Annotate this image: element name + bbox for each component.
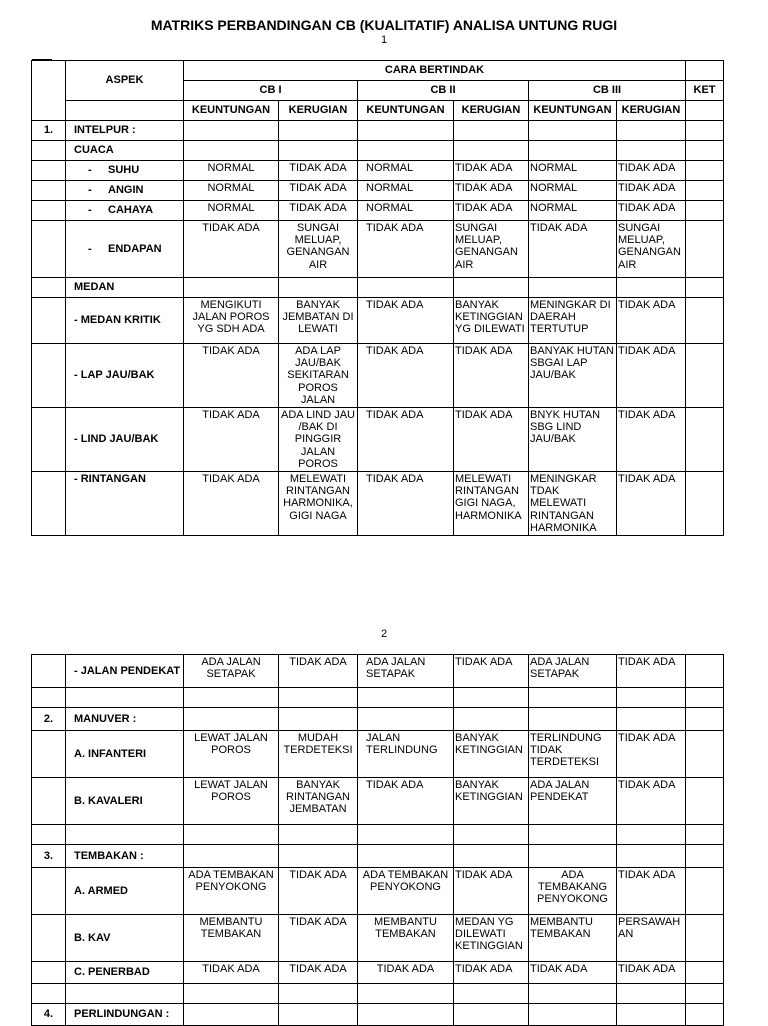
table-row (32, 915, 724, 962)
table-row (32, 201, 724, 221)
cb1-kerugian-cell (279, 984, 358, 1004)
row-number (32, 688, 66, 708)
aspek-cell: - LAP JAU/BAK (66, 344, 184, 408)
header-cb2: CB II (358, 81, 529, 101)
aspek-cell: - MEDAN KRITIK (66, 298, 184, 344)
cb3-keuntungan-cell: ADA TEMBAKANG PENYOKONG (529, 868, 617, 915)
cb3-kerugian-cell: TIDAK ADA (617, 778, 686, 825)
comparison-table-page-1 (31, 60, 724, 536)
cb3-kerugian-cell: TIDAK ADA (617, 868, 686, 915)
cb3-kerugian-cell: TIDAK ADA (617, 472, 686, 536)
row-number (32, 778, 66, 825)
cb3-kerugian-cell (617, 121, 686, 141)
cb3-kerugian-cell (617, 688, 686, 708)
row-number: 1. (32, 121, 66, 141)
cb1-keuntungan-cell (184, 1004, 279, 1026)
table-row (32, 344, 724, 408)
cb1-kerugian-cell: TIDAK ADA (279, 868, 358, 915)
cb3-kerugian-cell (617, 1004, 686, 1026)
row-number (32, 298, 66, 344)
cb3-kerugian-cell: TIDAK ADA (617, 161, 686, 181)
cb1-kerugian-cell: MUDAH TERDETEKSI (279, 731, 358, 778)
ket-cell (686, 688, 724, 708)
cb2-kerugian-cell (454, 121, 529, 141)
cb2-kerugian-cell: MEDAN YG DILEWATI KETINGGIAN (454, 915, 529, 962)
aspek-cell: A. INFANTERI (66, 731, 184, 778)
header-cb1: CB I (184, 81, 358, 101)
cb1-kerugian-cell: TIDAK ADA (279, 915, 358, 962)
table-row (32, 472, 724, 536)
cb3-keuntungan-cell (529, 845, 617, 868)
table-row (32, 708, 724, 731)
cb3-kerugian-cell (617, 845, 686, 868)
row-number (32, 984, 66, 1004)
cb2-keuntungan-cell: NORMAL (358, 201, 454, 221)
cb1-kerugian-cell (279, 825, 358, 845)
cb2-kerugian-cell (454, 984, 529, 1004)
cb3-kerugian-cell: TIDAK ADA (617, 298, 686, 344)
aspek-cell: C. PENERBAD (66, 962, 184, 984)
aspek-cell (66, 161, 184, 181)
ket-cell (686, 278, 724, 298)
table-row (32, 688, 724, 708)
row-number: 4. (32, 1004, 66, 1026)
bullet-dash: - (88, 204, 92, 217)
table-row (32, 845, 724, 868)
table-row (32, 655, 724, 688)
table-row (32, 731, 724, 778)
cb2-kerugian-cell: TIDAK ADA (454, 868, 529, 915)
cb1-keuntungan-cell: NORMAL (184, 161, 279, 181)
cb2-keuntungan-cell (358, 984, 454, 1004)
cb3-keuntungan-cell: BANYAK HUTAN SBGAI LAP JAU/BAK (529, 344, 617, 408)
aspek-cell (66, 825, 184, 845)
aspek-cell: MANUVER : (66, 708, 184, 731)
cb3-keuntungan-cell: NORMAL (529, 161, 617, 181)
cb2-kerugian-cell (454, 825, 529, 845)
cb2-kerugian-cell (454, 688, 529, 708)
cb2-kerugian-cell (454, 708, 529, 731)
ket-cell (686, 731, 724, 778)
cb2-keuntungan-cell: TIDAK ADA (358, 778, 454, 825)
cb2-keuntungan-cell (358, 141, 454, 161)
cb3-kerugian-cell: PERSAWAH AN (617, 915, 686, 962)
ket-cell (686, 408, 724, 472)
table-row (32, 298, 724, 344)
cb1-kerugian-cell: TIDAK ADA (279, 655, 358, 688)
cb3-keuntungan-cell: NORMAL (529, 181, 617, 201)
cb2-keuntungan-cell (358, 708, 454, 731)
ket-cell (686, 915, 724, 962)
row-number: 2. (32, 708, 66, 731)
aspek-label: SUHU (108, 164, 140, 177)
cb3-keuntungan-cell: ADA JALAN PENDEKAT (529, 778, 617, 825)
aspek-cell (66, 688, 184, 708)
header-keuntungan: KEUNTUNGAN (358, 101, 454, 121)
header-kerugian: KERUGIAN (279, 101, 358, 121)
cb2-keuntungan-cell (358, 845, 454, 868)
cb3-keuntungan-cell (529, 278, 617, 298)
cb3-kerugian-cell: SUNGAI MELUAP, GENANGAN AIR (617, 221, 686, 278)
document-title: MATRIKS PERBANDINGAN CB (KUALITATIF) ANALISA UNTUNG RUGI (150, 17, 618, 33)
aspek-label: ENDAPAN (108, 242, 162, 255)
cb3-keuntungan-cell: TIDAK ADA (529, 221, 617, 278)
cb3-keuntungan-cell (529, 141, 617, 161)
cb1-kerugian-cell: BANYAK RINTANGAN JEMBATAN (279, 778, 358, 825)
cb2-keuntungan-cell: TIDAK ADA (358, 408, 454, 472)
cb3-kerugian-cell (617, 278, 686, 298)
aspek-label: CAHAYA (108, 204, 154, 217)
row-number (32, 915, 66, 962)
header-cara-bertindak: CARA BERTINDAK (184, 61, 686, 81)
aspek-cell: B. KAVALERI (66, 778, 184, 825)
aspek-cell (66, 221, 184, 278)
cb2-kerugian-cell: BANYAK KETINGGIAN (454, 778, 529, 825)
cb2-keuntungan-cell: NORMAL (358, 181, 454, 201)
table-row (32, 778, 724, 825)
aspek-cell: CUACA (66, 141, 184, 161)
ket-cell (686, 344, 724, 408)
cb3-kerugian-cell (617, 708, 686, 731)
cb2-keuntungan-cell: TIDAK ADA (358, 298, 454, 344)
cb1-keuntungan-cell: LEWAT JALAN POROS (184, 731, 279, 778)
cb1-keuntungan-cell: MEMBANTU TEMBAKAN (184, 915, 279, 962)
cb3-kerugian-cell: TIDAK ADA (617, 731, 686, 778)
cb2-keuntungan-cell: TIDAK ADA (358, 962, 454, 984)
cb3-kerugian-cell (617, 825, 686, 845)
cb2-kerugian-cell (454, 278, 529, 298)
cb1-keuntungan-cell (184, 984, 279, 1004)
ket-cell (686, 121, 724, 141)
cb1-kerugian-cell: SUNGAI MELUAP, GENANGAN AIR (279, 221, 358, 278)
table-row (32, 825, 724, 845)
header-keuntungan: KEUNTUNGAN (529, 101, 617, 121)
ket-cell (686, 845, 724, 868)
cb2-keuntungan-cell: JALAN TERLINDUNG (358, 731, 454, 778)
cb1-kerugian-cell: ADA LAP JAU/BAK SEKITARAN POROS JALAN (279, 344, 358, 408)
header-aspek: ASPEK (66, 61, 184, 101)
cb2-keuntungan-cell: TIDAK ADA (358, 472, 454, 536)
aspek-cell (66, 201, 184, 221)
cb1-kerugian-cell (279, 688, 358, 708)
cb3-kerugian-cell: TIDAK ADA (617, 344, 686, 408)
aspek-cell: - RINTANGAN (66, 472, 184, 536)
row-number (32, 962, 66, 984)
cb1-keuntungan-cell (184, 121, 279, 141)
aspek-cell: B. KAV (66, 915, 184, 962)
cb1-keuntungan-cell (184, 825, 279, 845)
header-blank (686, 61, 724, 81)
ket-cell (686, 161, 724, 181)
cb3-kerugian-cell: TIDAK ADA (617, 181, 686, 201)
cb3-keuntungan-cell (529, 688, 617, 708)
header-kerugian: KERUGIAN (454, 101, 529, 121)
cb1-keuntungan-cell: ADA JALAN SETAPAK (184, 655, 279, 688)
ket-cell (686, 825, 724, 845)
row-number (32, 731, 66, 778)
aspek-label: ANGIN (108, 184, 144, 197)
cb1-kerugian-cell: TIDAK ADA (279, 201, 358, 221)
cb1-kerugian-cell (279, 1004, 358, 1026)
cb1-keuntungan-cell (184, 688, 279, 708)
cb1-keuntungan-cell: TIDAK ADA (184, 472, 279, 536)
ket-cell (686, 778, 724, 825)
cb3-keuntungan-cell: MEMBANTU TEMBAKAN (529, 915, 617, 962)
cb3-keuntungan-cell: NORMAL (529, 201, 617, 221)
aspek-cell: TEMBAKAN : (66, 845, 184, 868)
cb1-keuntungan-cell: NORMAL (184, 201, 279, 221)
cb3-kerugian-cell: TIDAK ADA (617, 201, 686, 221)
aspek-cell: PERLINDUNGAN : (66, 1004, 184, 1026)
cb1-kerugian-cell (279, 278, 358, 298)
ket-cell (686, 141, 724, 161)
row-number (32, 141, 66, 161)
table-row (32, 868, 724, 915)
cb1-keuntungan-cell (184, 141, 279, 161)
cb2-keuntungan-cell: ADA JALAN SETAPAK (358, 655, 454, 688)
cb1-kerugian-cell: TIDAK ADA (279, 161, 358, 181)
bullet-dash: - (88, 242, 92, 255)
ket-cell (686, 221, 724, 278)
header-aspek-blank (66, 101, 184, 121)
cb2-keuntungan-cell (358, 121, 454, 141)
cb2-kerugian-cell: TIDAK ADA (454, 408, 529, 472)
ket-cell (686, 201, 724, 221)
cb3-keuntungan-cell: BNYK HUTAN SBG LIND JAU/BAK (529, 408, 617, 472)
table-row (32, 1004, 724, 1026)
aspek-cell (66, 984, 184, 1004)
cb2-kerugian-cell: TIDAK ADA (454, 655, 529, 688)
cb2-kerugian-cell: SUNGAI MELUAP, GENANGAN AIR (454, 221, 529, 278)
cb1-keuntungan-cell: NORMAL (184, 181, 279, 201)
ket-cell (686, 708, 724, 731)
row-number (32, 201, 66, 221)
cb1-kerugian-cell: TIDAK ADA (279, 181, 358, 201)
cb1-keuntungan-cell: TIDAK ADA (184, 221, 279, 278)
table-row (32, 121, 724, 141)
cb3-kerugian-cell: TIDAK ADA (617, 655, 686, 688)
cb2-keuntungan-cell: NORMAL (358, 161, 454, 181)
row-number (32, 181, 66, 201)
row-number (32, 278, 66, 298)
cb2-kerugian-cell (454, 141, 529, 161)
cb3-keuntungan-cell (529, 1004, 617, 1026)
comparison-table-page-2 (31, 654, 724, 1026)
aspek-cell: INTELPUR : (66, 121, 184, 141)
row-number (32, 868, 66, 915)
cb3-keuntungan-cell: TIDAK ADA (529, 962, 617, 984)
cb1-keuntungan-cell: MENGIKUTI JALAN POROS YG SDH ADA (184, 298, 279, 344)
cb2-kerugian-cell: BANYAK KETINGGIAN (454, 731, 529, 778)
table-row (32, 962, 724, 984)
header-cb3: CB III (529, 81, 686, 101)
header-ket-blank (686, 101, 724, 121)
cb1-kerugian-cell: ADA LIND JAU /BAK DI PINGGIR JALAN POROS (279, 408, 358, 472)
cb2-keuntungan-cell (358, 278, 454, 298)
cb2-keuntungan-cell: TIDAK ADA (358, 221, 454, 278)
table-row (32, 221, 724, 278)
header-ket: KET (686, 81, 724, 101)
ket-cell (686, 298, 724, 344)
row-number (32, 408, 66, 472)
cb3-kerugian-cell: TIDAK ADA (617, 962, 686, 984)
bullet-dash: - (88, 184, 92, 197)
table-row (32, 141, 724, 161)
cb1-kerugian-cell (279, 708, 358, 731)
aspek-cell (66, 181, 184, 201)
cb2-kerugian-cell: TIDAK ADA (454, 201, 529, 221)
ket-cell (686, 984, 724, 1004)
cb2-kerugian-cell (454, 1004, 529, 1026)
cb3-kerugian-cell: TIDAK ADA (617, 408, 686, 472)
cb1-keuntungan-cell: TIDAK ADA (184, 344, 279, 408)
ket-cell (686, 962, 724, 984)
cb2-kerugian-cell: TIDAK ADA (454, 181, 529, 201)
row-number (32, 472, 66, 536)
header-num-cell (32, 61, 66, 121)
ket-cell (686, 472, 724, 536)
cb1-kerugian-cell: BANYAK JEMBATAN DI LEWATI (279, 298, 358, 344)
cb3-kerugian-cell (617, 984, 686, 1004)
cb3-keuntungan-cell (529, 121, 617, 141)
ket-cell (686, 1004, 724, 1026)
cb3-keuntungan-cell (529, 825, 617, 845)
table-row (32, 181, 724, 201)
cb1-kerugian-cell (279, 141, 358, 161)
cb2-keuntungan-cell: ADA TEMBAKAN PENYOKONG (358, 868, 454, 915)
cb2-keuntungan-cell: MEMBANTU TEMBAKAN (358, 915, 454, 962)
cb2-kerugian-cell: MELEWATI RINTANGAN GIGI NAGA, HARMONIKA (454, 472, 529, 536)
ket-cell (686, 181, 724, 201)
table-row (32, 408, 724, 472)
row-number (32, 655, 66, 688)
header-kerugian: KERUGIAN (617, 101, 686, 121)
cb1-keuntungan-cell: LEWAT JALAN POROS (184, 778, 279, 825)
row-number (32, 221, 66, 278)
cb1-keuntungan-cell (184, 278, 279, 298)
cb1-kerugian-cell: TIDAK ADA (279, 962, 358, 984)
row-number (32, 161, 66, 181)
aspek-cell: - LIND JAU/BAK (66, 408, 184, 472)
cb1-keuntungan-cell: ADA TEMBAKAN PENYOKONG (184, 868, 279, 915)
cb2-keuntungan-cell (358, 688, 454, 708)
cb1-kerugian-cell: MELEWATI RINTANGAN HARMONIKA, GIGI NAGA (279, 472, 358, 536)
aspek-cell: A. ARMED (66, 868, 184, 915)
cb2-kerugian-cell: TIDAK ADA (454, 344, 529, 408)
ket-cell (686, 655, 724, 688)
cb3-keuntungan-cell (529, 708, 617, 731)
bullet-dash: - (88, 164, 92, 177)
cb2-keuntungan-cell (358, 1004, 454, 1026)
cb3-keuntungan-cell: TERLINDUNG TIDAK TERDETEKSI (529, 731, 617, 778)
cb2-keuntungan-cell (358, 825, 454, 845)
cb3-keuntungan-cell: MENINGKAR DI DAERAH TERTUTUP (529, 298, 617, 344)
cb3-kerugian-cell (617, 141, 686, 161)
cb2-keuntungan-cell: TIDAK ADA (358, 344, 454, 408)
cb1-keuntungan-cell: TIDAK ADA (184, 962, 279, 984)
cb3-keuntungan-cell: ADA JALAN SETAPAK (529, 655, 617, 688)
table-row (32, 984, 724, 1004)
table-row (32, 161, 724, 181)
table-row (32, 278, 724, 298)
row-number: 3. (32, 845, 66, 868)
page-number-2: 2 (380, 628, 388, 640)
cb1-kerugian-cell (279, 845, 358, 868)
cb1-keuntungan-cell (184, 708, 279, 731)
row-number (32, 344, 66, 408)
cb2-kerugian-cell (454, 845, 529, 868)
cb1-kerugian-cell (279, 121, 358, 141)
cb1-keuntungan-cell (184, 845, 279, 868)
cb2-kerugian-cell: TIDAK ADA (454, 161, 529, 181)
cb3-keuntungan-cell (529, 984, 617, 1004)
header-keuntungan: KEUNTUNGAN (184, 101, 279, 121)
row-number (32, 825, 66, 845)
cb3-keuntungan-cell: MENINGKAR TDAK MELEWATI RINTANGAN HARMONIKA (529, 472, 617, 536)
aspek-cell: - JALAN PENDEKAT (66, 655, 184, 688)
cb2-kerugian-cell: BANYAK KETINGGIAN YG DILEWATI (454, 298, 529, 344)
cb2-kerugian-cell: TIDAK ADA (454, 962, 529, 984)
aspek-cell: MEDAN (66, 278, 184, 298)
page-number-1: 1 (380, 34, 388, 46)
ket-cell (686, 868, 724, 915)
cb1-keuntungan-cell: TIDAK ADA (184, 408, 279, 472)
